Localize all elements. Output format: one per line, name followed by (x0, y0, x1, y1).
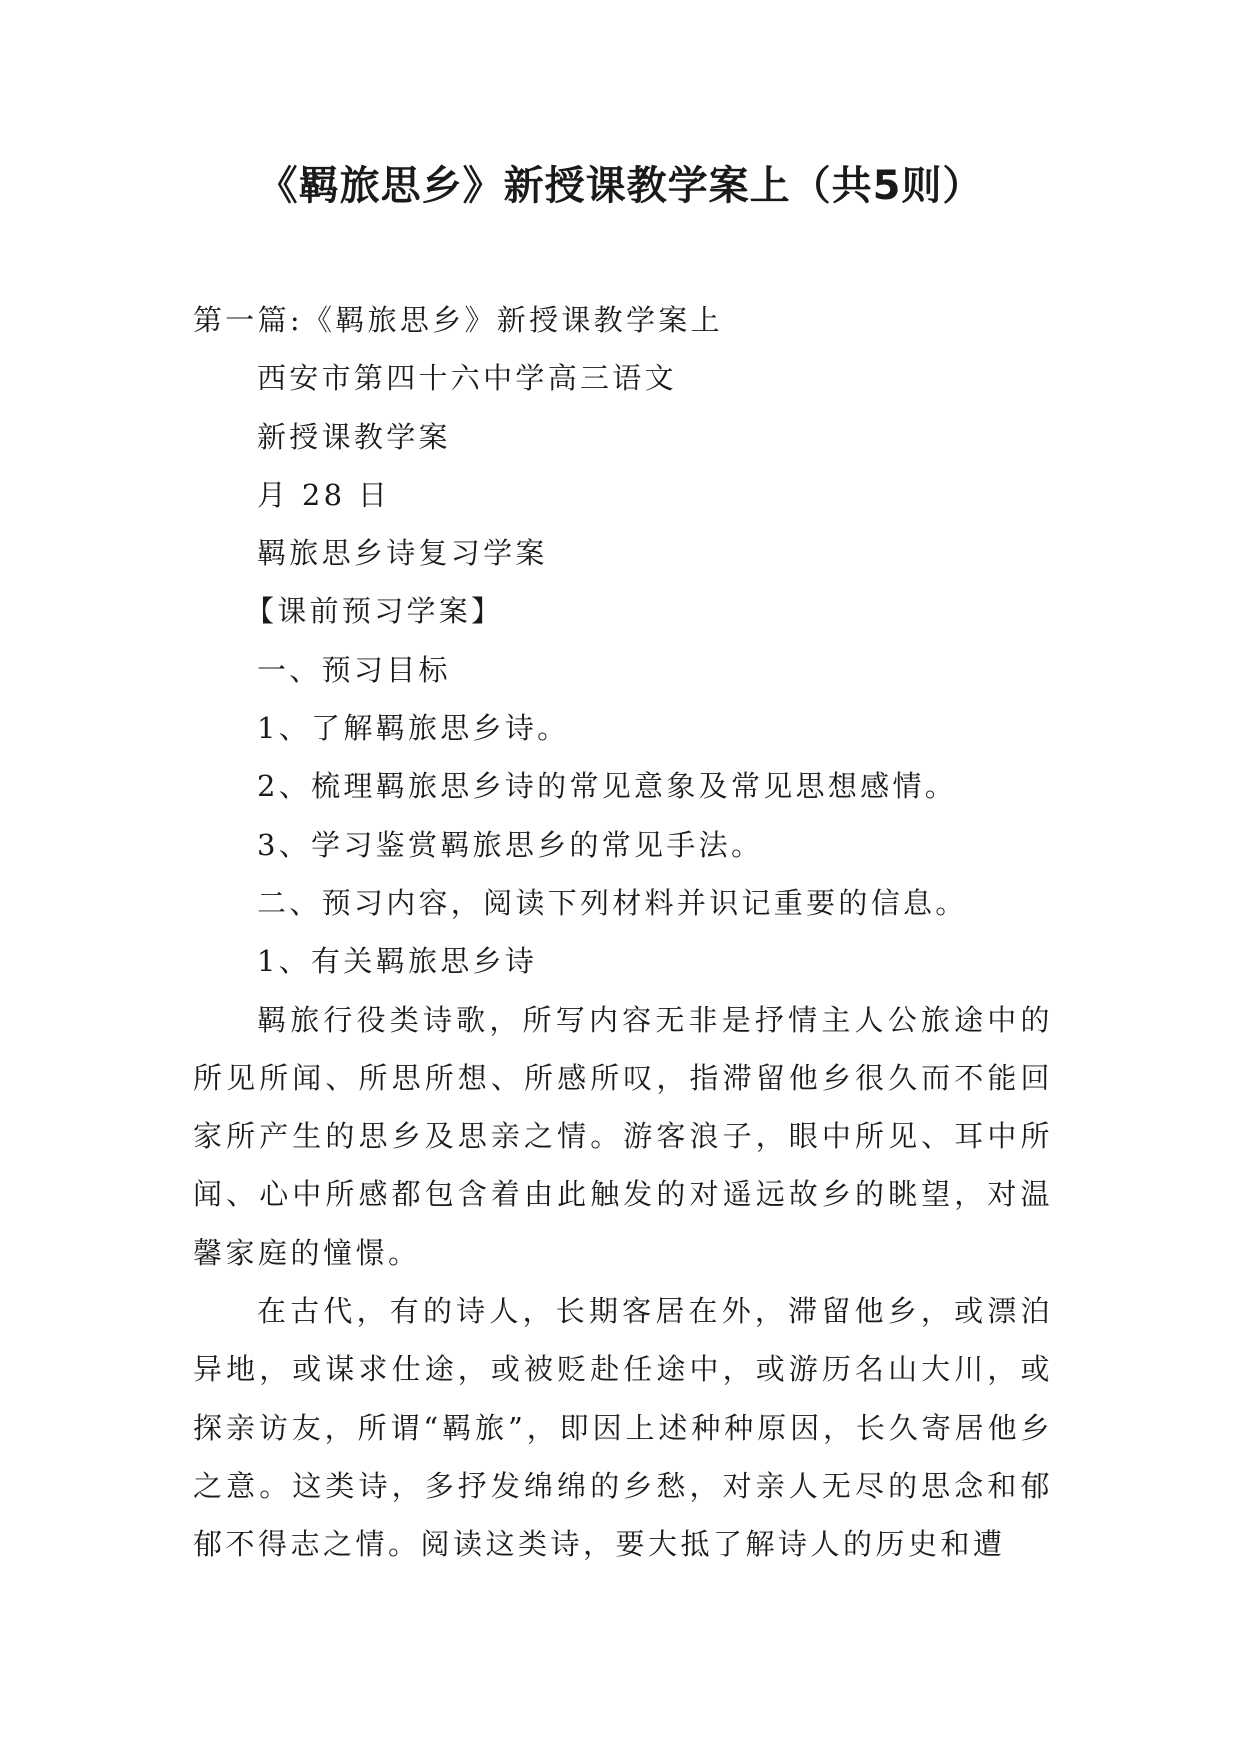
school-line: 西安市第四十六中学高三语文 (257, 361, 677, 396)
document-body (193, 291, 1053, 1574)
plan-type-line: 新授课教学案 (257, 419, 451, 454)
section-heading: 第一篇:《羁旅思乡》新授课教学案上 (193, 303, 723, 337)
preview-heading: 【课前预习学案】 (245, 594, 504, 629)
goal-heading: 一、预习目标 (257, 652, 451, 687)
goal-item-3: 3、学习鉴赏羁旅思乡的常见手法。 (257, 827, 764, 862)
paragraph-1: 羁旅行役类诗歌，所写内容无非是抒情主人公旅途中的所见所闻、所思所想、所感所叹，指滞留他乡很久而不能回家所产生的思乡及思亲之情。游客浪子，眼中所见、耳中所闻、心中所感都包含着由此触发的对遥远故乡的眺望，对温馨家庭的憧憬。 (193, 1002, 1053, 1270)
content-item-1: 1、有关羁旅思乡诗 (257, 944, 538, 979)
content-heading: 二、预习内容，阅读下列材料并识记重要的信息。 (257, 885, 968, 920)
goal-item-2: 2、梳理羁旅思乡诗的常见意象及常见思想感情。 (257, 769, 958, 804)
paragraph-2: 在古代，有的诗人，长期客居在外，滞留他乡，或漂泊异地，或谋求仕途，或被贬赴任途中，或游历名山大川，或探亲访友，所谓“羁旅”，即因上述种种原因，长久寄居他乡之意。这类诗，多抒发绵绵的乡愁，对亲人无尽的思念和郁郁不得志之情。阅读这类诗，要大抵了解诗人的历史和遭 (193, 1294, 1053, 1562)
subject-line: 羁旅思乡诗复习学案 (257, 536, 548, 571)
document-title: 《羁旅思乡》新授课教学案上（共5则） (257, 163, 984, 209)
date-line: 月 28 日 (257, 477, 391, 512)
goal-item-1: 1、了解羁旅思乡诗。 (257, 711, 570, 746)
